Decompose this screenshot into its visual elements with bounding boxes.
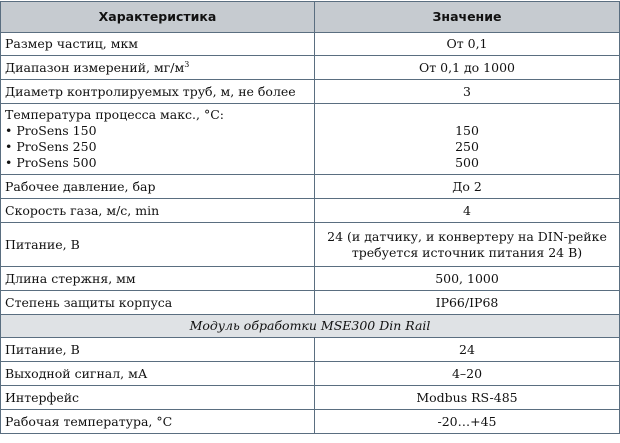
specifications-table <box>0 1 620 434</box>
row-value: Modbus RS-485 <box>315 386 620 410</box>
table-row <box>1 223 620 267</box>
section-title: Модуль обработки MSE300 Din Rail <box>1 315 620 338</box>
list-item: • ProSens 150 <box>5 123 97 138</box>
list-item: • ProSens 500 <box>5 155 97 170</box>
table-row <box>1 56 620 80</box>
row-value: 500, 1000 <box>315 267 620 291</box>
row-value: 150 250 500 <box>315 104 620 175</box>
list-item: • ProSens 250 <box>5 139 97 154</box>
row-value: -20…+45 <box>315 410 620 434</box>
row-label: Диаметр контролируемых труб, м, не более <box>1 80 315 104</box>
table-row <box>1 80 620 104</box>
table-row <box>1 199 620 223</box>
row-label: Питание, В <box>1 338 315 362</box>
row-label: Температура процесса макс., °C: • ProSens 150 • ProSens 250 • ProSens 500 <box>1 104 315 175</box>
row-label: Интерфейс <box>1 386 315 410</box>
row-value: 24 <box>315 338 620 362</box>
row-value: 3 <box>315 80 620 104</box>
row-label: Степень защиты корпуса <box>1 291 315 315</box>
row-label: Диапазон измерений, $мг/м^3$ <box>1 56 315 80</box>
row-value: 24 (и датчику, и конвертеру на DIN-рейке требуется источник питания 24 В) <box>315 223 620 267</box>
table-header-row <box>1 2 620 33</box>
row-label: Длина стержня, мм <box>1 267 315 291</box>
table-row <box>1 33 620 56</box>
row-label: Питание, В <box>1 223 315 267</box>
table-row <box>1 338 620 362</box>
row-value: До 2 <box>315 175 620 199</box>
header-characteristic: Характеристика <box>1 2 315 33</box>
row-value: От 0,1 до 1000 <box>315 56 620 80</box>
table-row <box>1 362 620 386</box>
row-label: Скорость газа, м/с, min <box>1 199 315 223</box>
table-row <box>1 267 620 291</box>
table-row <box>1 104 620 175</box>
row-value: 4–20 <box>315 362 620 386</box>
row-value: 4 <box>315 199 620 223</box>
table-row <box>1 386 620 410</box>
table-row <box>1 410 620 434</box>
section-header-row <box>1 315 620 338</box>
row-label: Выходной сигнал, мА <box>1 362 315 386</box>
row-label: Рабочее давление, бар <box>1 175 315 199</box>
table-row <box>1 291 620 315</box>
row-value: IP66/IP68 <box>315 291 620 315</box>
row-label: Рабочая температура, °С <box>1 410 315 434</box>
row-label: Размер частиц, мкм <box>1 33 315 56</box>
header-value: Значение <box>315 2 620 33</box>
table-row <box>1 175 620 199</box>
row-value: От 0,1 <box>315 33 620 56</box>
